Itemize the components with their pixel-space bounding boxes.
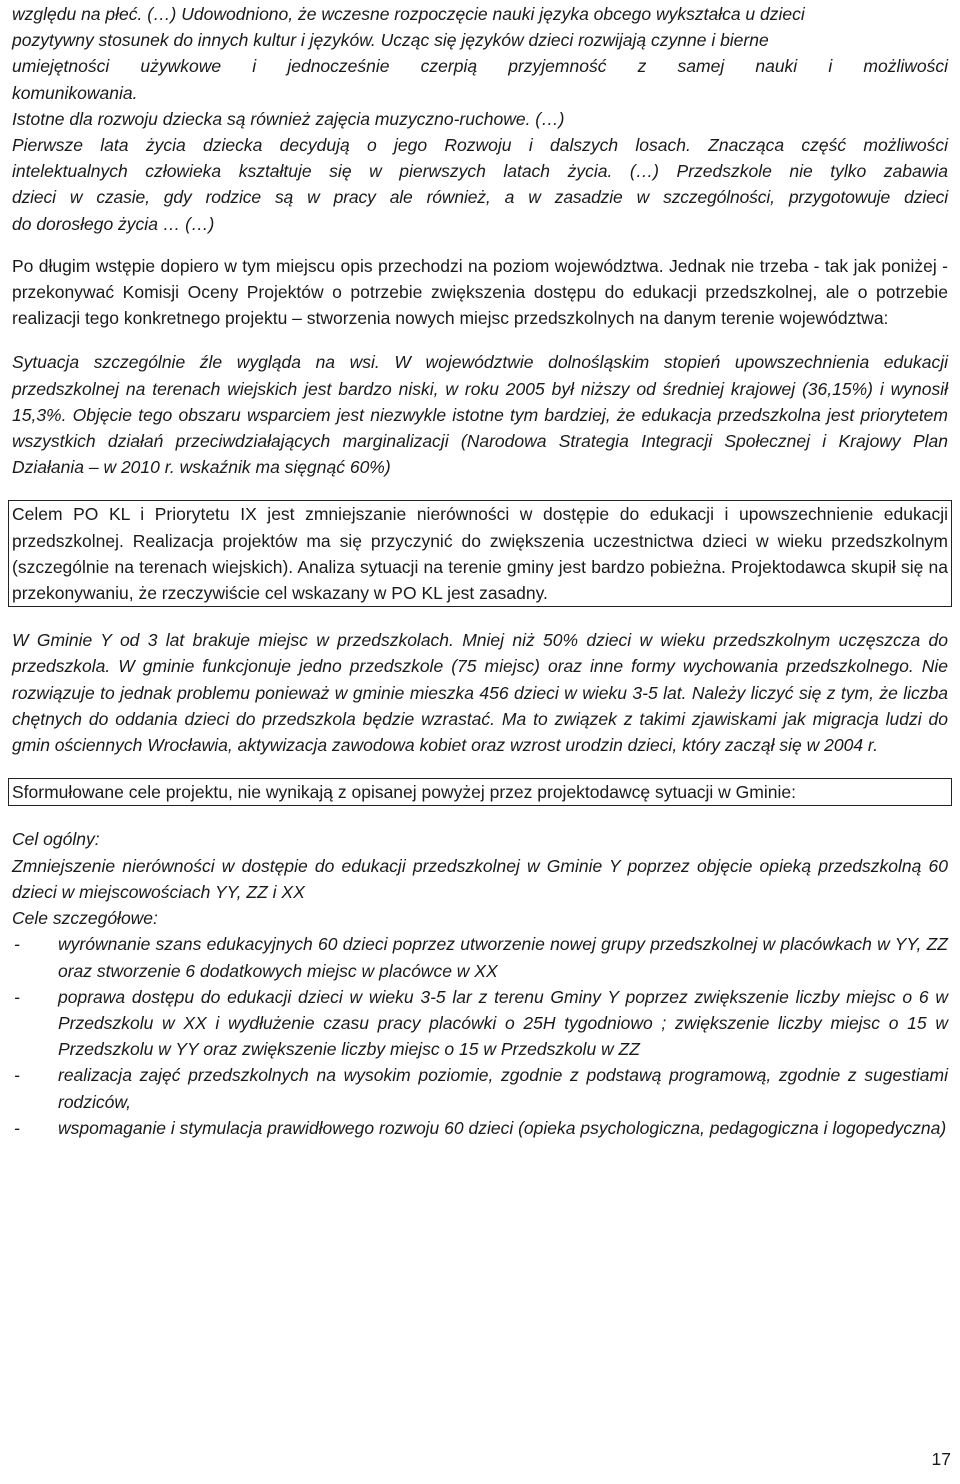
list-item bbox=[12, 1115, 948, 1141]
list-item-text: realizacja zajęć przedszkolnych na wysokim poziomie, zgodnie z podstawą programową, zgodnie z sugestiami rodziców, bbox=[58, 1065, 948, 1112]
list-item bbox=[12, 1062, 948, 1114]
document-page bbox=[12, 0, 948, 1141]
specific-goals-label: Cele szczegółowe: bbox=[12, 908, 158, 929]
project-goals bbox=[12, 826, 948, 1140]
quote-line-6: Pierwsze lata życia dziecka decydują o jego Rozwoju i dalszych losach. Znacząca część możliwości bbox=[12, 135, 948, 156]
general-goal-label: Cel ogólny: bbox=[12, 829, 100, 850]
list-dash: - bbox=[14, 1065, 20, 1086]
goals-remark-paragraph: Sformułowane cele projektu, nie wynikają z opisanej powyżej przez projektodawcę sytuacji w Gminie: bbox=[12, 782, 796, 803]
quote-line-2: pozytywny stosunek do innych kultur i języków. Ucząc się języków dzieci rozwijają czynne i bierne bbox=[12, 30, 769, 51]
list-item bbox=[12, 984, 948, 1063]
rural-situation-paragraph: Sytuacja szczególnie źle wygląda na wsi. W województwie dolnośląskim stopień upowszechnienia edukacji przedszkolnej na terenach wiejskich jest bardzo niski, w roku 2005 był niższy od średniej krajowej (36,15%) i wynosił 15,3%. Objęcie tego obszaru wsparciem jest niezwykle istotne tym bardziej, że edukacja przedszkolna jest priorytetem wszystkich działań przeciwdziałających marginalizacji (Narodowa Strategia Integracji Społecznej i Krajowy Plan Działania – w 2010 r. wskaźnik ma sięgnąć 60%) bbox=[12, 352, 948, 478]
quote-line-1: względu na płeć. (…) Udowodniono, że wczesne rozpoczęcie nauki języka obcego wykształca u dzieci bbox=[12, 4, 805, 24]
quote-line-4: komunikowania. bbox=[12, 82, 138, 103]
gmina-y-paragraph: W Gminie Y od 3 lat brakuje miejsc w przedszkolach. Mniej niż 50% dzieci w wieku przedszkolnym uczęszcza do przedszkola. W gminie funkcjonuje jedno przedszkole (75 miejsc) oraz inne formy wychowania przedszkolnego. Nie rozwiązuje to jednak problemu ponieważ w gminie mieszka 456 dzieci w wieku 3-5 lat. Należy liczyć się z tym, że liczba chętnych do oddania dzieci do przedszkola będzie wzrastać. Ma to związek z takimi zjawiskami jak migracja ludzi do gmin ościennych Wrocławia, aktywizacja zawodowa kobiet oraz wzrost urodzin dzieci, który zaczął się w 2004 r. bbox=[12, 630, 948, 756]
list-dash: - bbox=[14, 1117, 20, 1138]
goals-remark-box bbox=[8, 778, 952, 806]
quote-line-8: dzieci w czasie, gdy rodzice są w pracy ale również, a w zasadzie w szczególności, przygotowuje dzieci bbox=[12, 187, 948, 208]
list-item-text: wyrównanie szans edukacyjnych 60 dzieci poprzez utworzenie nowej grupy przedszkolnej w placówkach w YY, ZZ oraz stworzenie 6 dodatkowych miejsc w placówce w XX bbox=[58, 934, 948, 981]
quote-line-9: do dorosłego życia … (…) bbox=[12, 213, 215, 234]
voivodeship-paragraph: Po długim wstępie dopiero w tym miejscu opis przechodzi na poziom województwa. Jednak nie trzeba - tak jak poniżej - przekonywać Komisji Oceny Projektów o potrzebie zwiększenia dostępu do edukacji przedszkolnej, ale o potrzebie realizacji tego konkretnego projektu – stworzenia nowych miejsc przedszkolnych na danym terenie województwa: bbox=[12, 255, 948, 329]
quote-line-5: Istotne dla rozwoju dziecka są również zajęcia muzyczno-ruchowe. (…) bbox=[12, 108, 565, 129]
quote-line-7: intelektualnych człowieka kształtuje się w pierwszych latach życia. (…) Przedszkole nie tylko zabawia bbox=[12, 161, 948, 182]
list-dash: - bbox=[14, 986, 20, 1007]
general-goal-text: Zmniejszenie nierówności w dostępie do edukacji przedszkolnej w Gminie Y poprzez objęcie opieką przedszkolną 60 dzieci w miejscowościach YY, ZZ i XX bbox=[12, 855, 948, 902]
list-item bbox=[12, 931, 948, 983]
po-kl-goal-box bbox=[8, 500, 952, 607]
specific-goals-list bbox=[12, 931, 948, 1141]
po-kl-goal-paragraph: Celem PO KL i Priorytetu IX jest zmniejszanie nierówności w dostępie do edukacji i upowszechnienie edukacji przedszkolnej. Realizacja projektów ma się przyczynić do zwiększenia uczestnictwa dzieci w wieku przedszkolnym (szczególnie na terenach wiejskich). Analiza sytuacji na terenie gminy jest bardzo pobieżna. Projektodawca skupił się na przekonywaniu, że rzeczywiście cel wskazany w PO KL jest zasadny. bbox=[12, 504, 948, 604]
quoted-intro bbox=[12, 0, 948, 237]
page-number: 17 bbox=[931, 1449, 951, 1469]
list-item-text: poprawa dostępu do edukacji dzieci w wieku 3-5 lar z terenu Gminy Y poprzez zwiększenie liczby miejsc o 6 w Przedszkolu w XX i wydłużenie czasu pracy placówki o 25H tygodniowo ; zwiększenie liczby miejsc o 15 w Przedszkolu w YY oraz zwiększenie liczby miejsc o 15 w Przedszkolu w ZZ bbox=[58, 986, 948, 1060]
list-item-text: wspomaganie i stymulacja prawidłowego rozwoju 60 dzieci (opieka psychologiczna, pedagogiczna i logopedyczna) bbox=[58, 1117, 947, 1138]
quote-line-3: umiejętności używkowe i jednocześnie czerpią przyjemność z samej nauki i możliwości bbox=[12, 56, 948, 77]
list-dash: - bbox=[14, 934, 20, 955]
